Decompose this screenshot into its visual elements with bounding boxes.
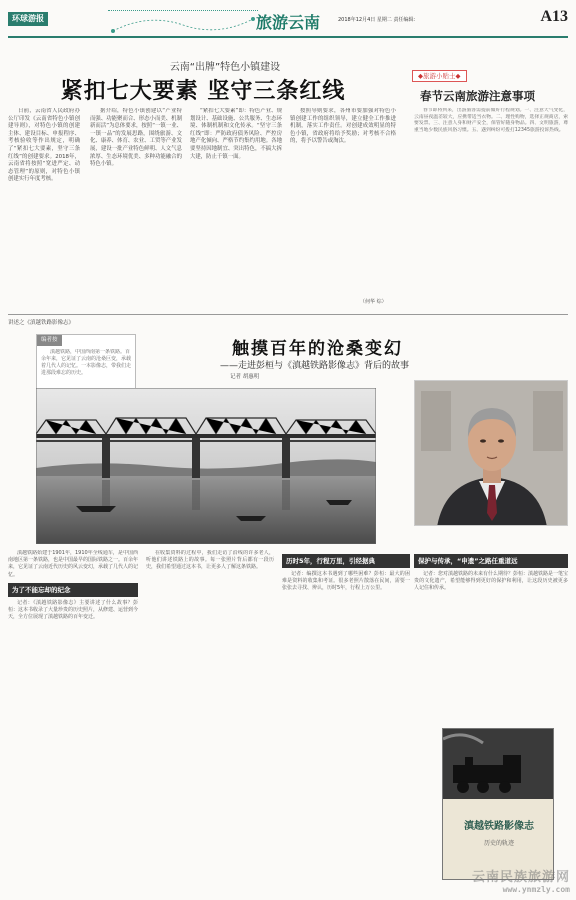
subhead-journey: 历时5年，行程万里，引经据典 [282, 554, 410, 568]
interview-paragraph: 记者：编撰这本书遇到了哪些困难？彭桓：最大的困难是资料的收集和考证。很多老照片散落在民间，需要一张张去寻找、辨认，历时5年，行程上万公里。 [282, 571, 410, 592]
subhead-memory: 为了不能忘却的纪念 [8, 583, 138, 597]
book-cover [442, 728, 554, 880]
subhead-heritage: 保护与传承，“申遗”之路任重道远 [414, 554, 568, 568]
editor-note-tag: 编者按 [37, 335, 62, 346]
interviewee-portrait [414, 380, 568, 526]
tips-badge: ◆旅游小贴士◆ [412, 70, 467, 82]
story-kicker: 云南“出牌”特色小镇建设 [169, 62, 281, 73]
interview-paragraph: 在收集资料的过程中，我们走访了沿线的许多老人，听他们讲述铁路上的故事。每一张照片背后都有一段历史，我们希望通过这本书，让更多人了解这条铁路。 [146, 550, 274, 571]
site-watermark [472, 866, 570, 894]
interview-paragraph: 记者：您对滇越铁路的未来有什么期待？彭桓：滇越铁路是一笔宝贵的文化遗产，希望能够得到更好的保护和利用，让这段历史被更多人记住和传承。 [414, 571, 568, 592]
historic-bridge-photo [36, 388, 376, 544]
book-title: 滇越铁路影像志 [464, 821, 534, 832]
feature-column-3 [282, 550, 410, 888]
notice-title: 春节云南旅游注意事项 [420, 89, 535, 103]
section-divider [8, 314, 568, 315]
header-rule [8, 36, 568, 38]
story-column-1: 日前，云南省人民政府办公厅印发《云南省特色小镇创建导则》，对特色小镇的创建主体、建设目标、申报程序、考核验收等作出规定，明确了“紧扣七大要素，坚守三条红线”的创建要求。2018年，云南省将按照“宽进严定、动态管理”的原则，对特色小镇创建实行年度考核。 [8, 108, 80, 183]
story-column-3: “紧扣七大要素”即：特色产业、规划设计、基础设施、公共服务、生态环境、体制机制和文化传承。“坚守三条红线”即：严防政府债务风险、严控房地产化倾向、严格节约集约用地。各地要坚持因地制宜、突出特色，不搞大拆大建，防止千镇一面。 [190, 108, 282, 160]
feature-subtitle: ——走进彭桓与《滇越铁路影像志》背后的故事 [220, 361, 410, 371]
feature-byline: 记者 胡惠明 [230, 374, 260, 380]
route-line-icon [108, 11, 258, 37]
section-tag: 环球游报 [8, 12, 48, 26]
story-headline: 紧扣七大要素 坚守三条红线 [60, 79, 346, 104]
feature-section-label: 讲述之《滇越铁路影像志》 [8, 320, 75, 326]
page-number: A13 [540, 8, 568, 25]
feature-column-4 [414, 550, 568, 720]
page-section-title: 旅游云南 [256, 13, 321, 32]
feature-column-2 [146, 550, 274, 888]
feature-lead: 滇越铁路始建于1901年，1910年全线通车，是中国西南地区第一条铁路，也是中国最早的国际铁路之一。百余年来，它见证了云南近代历史的风云变幻，承载了几代人的记忆。 [8, 550, 138, 578]
story-column-4: 按照导则要求，各州市要加强对特色小镇创建工作的组织领导，建立健全工作推进机制，落实工作责任。对创建成效明显的特色小镇，省政府将给予奖励；对考核不合格的，将予以警告或淘汰。 [290, 108, 396, 145]
story-author: （何华 综） [360, 299, 387, 305]
feature-column-1 [8, 550, 138, 888]
page-header [8, 6, 568, 42]
editor-note-text: 滇越铁路，中国西南第一条铁路。百余年来，它见证了云南的沧桑巨变，承载着几代人的记忆。一本影像志，带我们走进那段难忘的历史。 [41, 349, 132, 376]
date-line: 2018年12月4日 星期二 责任编辑： [338, 17, 419, 23]
interview-paragraph: 记者：《滇越铁路影像志》主要讲述了什么故事？彭桓：这本书收录了大量珍贵的历史照片，从修建、运营到今天，全方位展现了滇越铁路的百年变迁。 [8, 599, 138, 621]
book-subtitle: 历史的轨迹 [483, 840, 515, 847]
watermark-name: 云南民族旅游网 [471, 870, 570, 885]
feature-title: 触摸百年的沧桑变幻 [232, 339, 403, 359]
header-decoration [108, 10, 258, 36]
watermark-url: www.ynmzly.com [502, 885, 570, 894]
story-column-2: 据介绍，特色小镇创建以“产业特而强、功能聚而合、形态小而美、机制新而活”为总体要求，按照“一镇一业、一镇一品”的发展思路，围绕旅游、文化、康养、体育、农业、工贸等产业发展，建设一批产业特色鲜明、人文气息浓厚、生态环境优美、多种功能融合的特色小镇。 [90, 108, 182, 168]
notice-body: 春节即将到来，出游旅客需提前做好行程规划。一、注意天气变化，云南昼夜温差较大，应携带适当衣物。二、理性购物，选择正规商店，索要发票。三、注意人身和财产安全，保管好随身物品。四、文明旅游，尊重当地少数民族风俗习惯。五、遇到纠纷可拨打12345旅游投诉热线。 [414, 108, 568, 133]
